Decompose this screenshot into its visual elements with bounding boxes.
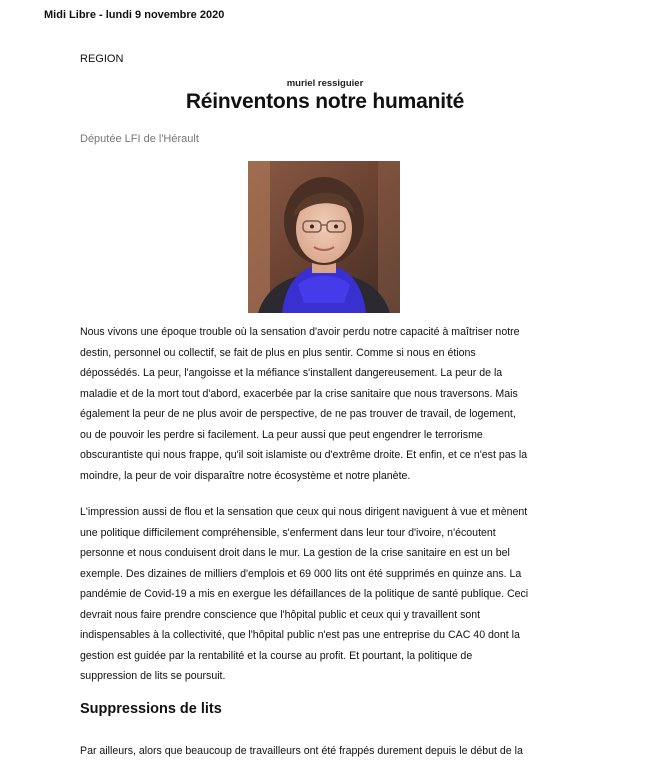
paragraph-line: L'impression aussi de flou et la sensation que ceux qui nous dirigent naviguent à vue et mènent [80,506,528,518]
paragraph-line: Par ailleurs, alors que beaucoup de travailleurs ont été frappés durement depuis le début de la [80,745,523,757]
paragraph-line: maladie et de la mort tout d'abord, exacerbée par la crise sanitaire que nous traversons. Mais [80,387,518,400]
article-paragraph-2 [80,502,570,687]
paragraph-line: destin, personnel ou collectif, se fait de plus en plus sentir. Comme si nous en étions [80,346,476,359]
article-subtitle: Députée LFI de l'Hérault [80,133,199,145]
paragraph-line: moindre, la peur de voir disparaître notre écosystème et notre planète. [80,469,411,482]
newspaper-header: Midi Libre - lundi 9 novembre 2020 [44,9,225,21]
paragraph-line: dépossédés. La peur, l'angoisse et la méfiance s'installent dangereusement. La peur de la [80,367,503,379]
paragraph-line: devrait nous faire prendre conscience que l'hôpital public et ceux qui y travaillent sont [80,608,481,621]
paragraph-line: pandémie de Covid-19 a mis en exergue les défaillances de la politique de santé publique. Ceci [80,588,529,600]
paragraph-line: Nous vivons une époque trouble où la sensation d'avoir perdu notre capacité à maîtriser notre [80,326,520,338]
paragraph-line: également la peur de ne plus avoir de perspective, de ne pas trouver de travail, de logement, [80,408,516,420]
paragraph-line: ou de pouvoir les perdre si facilement. La peur aussi que peut engendrer le terrorisme [80,428,483,441]
article-title: Réinventons notre humanité [185,90,465,113]
paragraph-line: indispensables à la collectivité, que l'hôpital public n'est pas une entreprise du CAC 40 dont la [80,629,520,641]
paragraph-line: personne et nous conduisent droit dans le mur. La gestion de la crise sanitaire en est un bel [80,547,510,559]
paragraph-line: obscurantiste qui nous frappe, qu'il soit islamiste ou d'extrême droite. Et enfin, et ce n'est pas la [80,449,528,461]
paragraph-line: exemple. Des dizaines de milliers d'emplois et 69 000 lits ont été supprimés en quinze ans. La [80,567,522,580]
paragraph-line: une politique difficilement compréhensible, s'enferment dans leur tour d'ivoire, n'écoutent [80,526,496,539]
author-photo [248,161,400,313]
paragraph-line: gestion est guidée par la rentabilité et la course au profit. Et pourtant, la politique de [80,649,473,662]
article-author: muriel ressiguier [286,78,364,89]
article-paragraph-1 [80,322,570,486]
section-label: REGION [80,53,124,65]
article-paragraph-3 [80,741,570,762]
paragraph-line: suppression de lits se poursuit. [80,670,226,682]
section-heading: Suppressions de lits [80,701,222,717]
